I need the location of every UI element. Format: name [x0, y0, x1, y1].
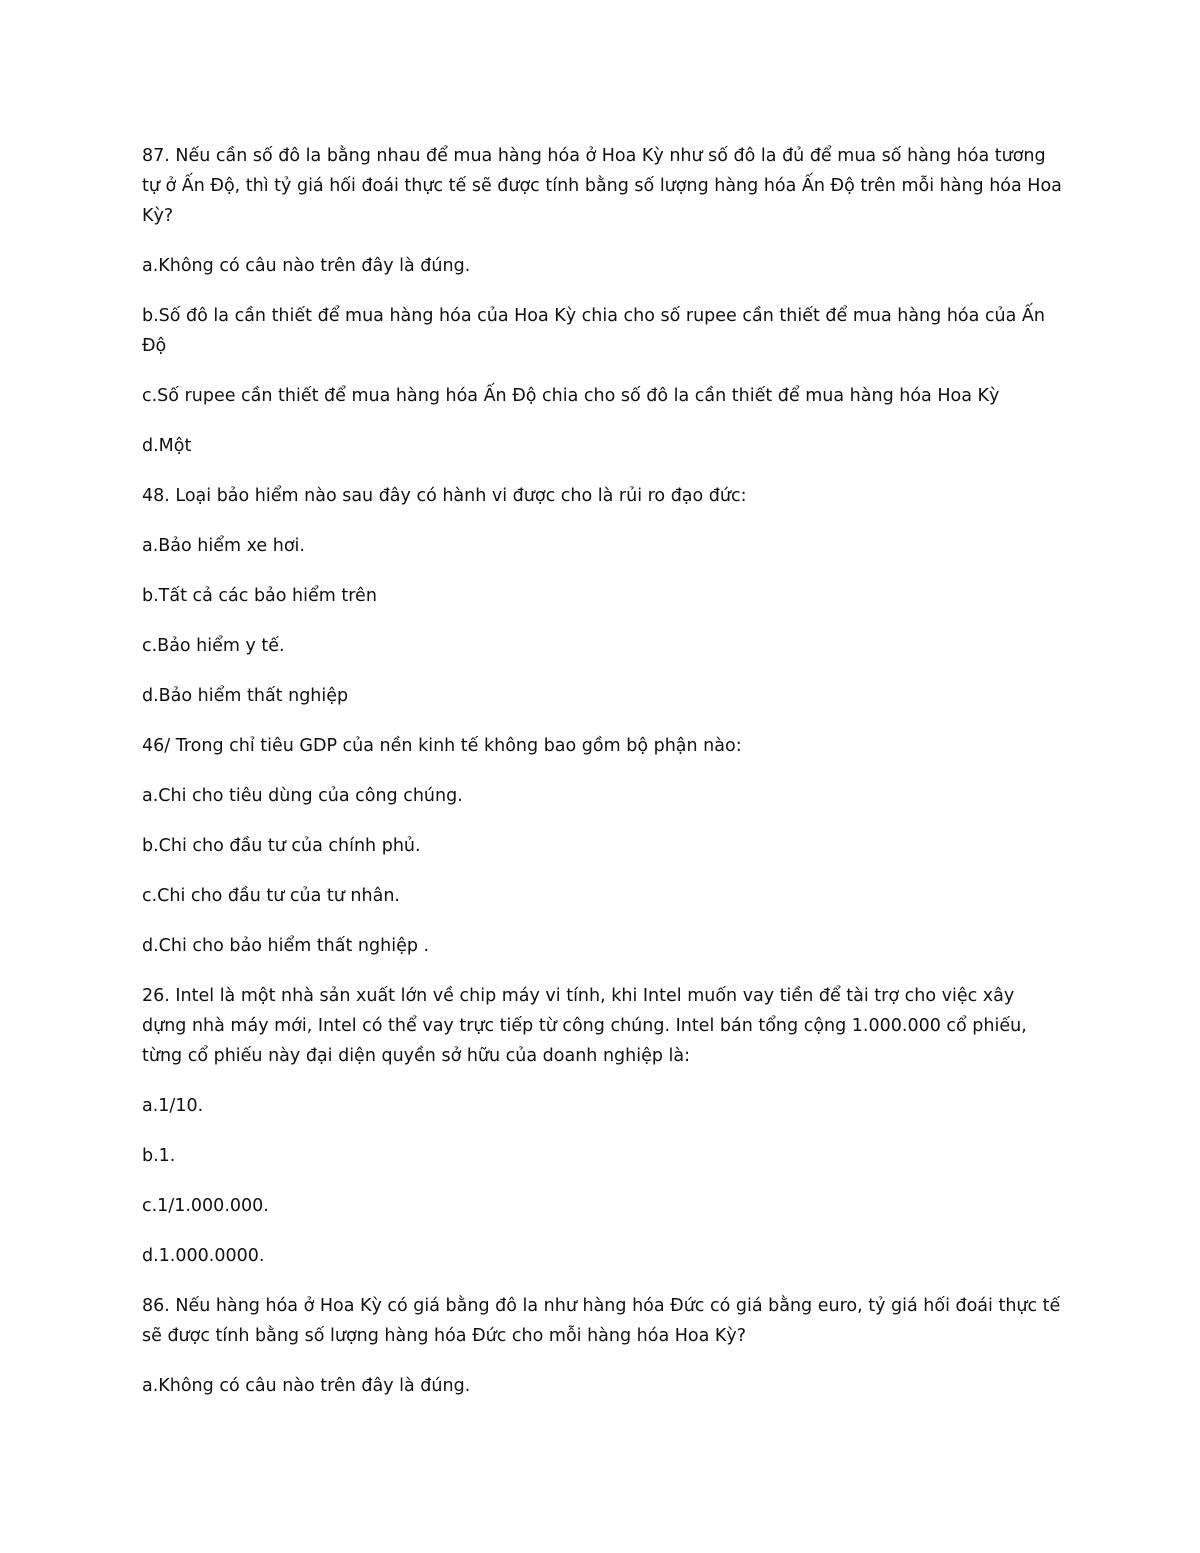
question-48-option-d: d.Bảo hiểm thất nghiệp — [142, 686, 349, 706]
question-48-option-a: a.Bảo hiểm xe hơi. — [142, 536, 305, 556]
question-86-option-a: a.Không có câu nào trên đây là đúng. — [142, 1376, 471, 1396]
question-48-option-b: b.Tất cả các bảo hiểm trên — [142, 586, 377, 606]
question-86: 86. Nếu hàng hóa ở Hoa Kỳ có giá bằng đô la như hàng hóa Đức có giá bằng euro, tỷ giá hối đoái thực tế sẽ được tính bằng số lượng hàng hóa Đức cho mỗi hàng hóa Hoa Kỳ? — [142, 1296, 1061, 1346]
question-48-option-c: c.Bảo hiểm y tế. — [142, 636, 285, 656]
question-48: 48. Loại bảo hiểm nào sau đây có hành vi được cho là rủi ro đạo đức: — [142, 486, 747, 506]
question-46-option-d: d.Chi cho bảo hiểm thất nghiệp . — [142, 936, 430, 956]
document-body — [142, 141, 1062, 1421]
question-87-option-d: d.Một — [142, 436, 192, 456]
question-87-option-b: b.Số đô la cần thiết để mua hàng hóa của Hoa Kỳ chia cho số rupee cần thiết để mua hàng hóa của Ấn Độ — [142, 306, 1045, 356]
question-87-option-a: a.Không có câu nào trên đây là đúng. — [142, 256, 471, 276]
question-26-option-d: d.1.000.0000. — [142, 1246, 265, 1266]
question-46-option-c: c.Chi cho đầu tư của tư nhân. — [142, 886, 400, 906]
question-46-option-b: b.Chi cho đầu tư của chính phủ. — [142, 836, 421, 856]
question-26: 26. Intel là một nhà sản xuất lớn về chip máy vi tính, khi Intel muốn vay tiền để tài trợ cho việc xây dựng nhà máy mới, Intel có thể vay trực tiếp từ công chúng. Intel bán tổng cộng 1.000.000 cổ phiếu, từng cổ phiếu này đại diện quyền sở hữu của doanh nghiệp là: — [142, 986, 1027, 1066]
question-87-option-c: c.Số rupee cần thiết để mua hàng hóa Ấn Độ chia cho số đô la cần thiết để mua hàng hóa Hoa Kỳ — [142, 386, 1000, 406]
question-87: 87. Nếu cần số đô la bằng nhau để mua hàng hóa ở Hoa Kỳ như số đô la đủ để mua số hàng hóa tương tự ở Ấn Độ, thì tỷ giá hối đoái thực tế sẽ được tính bằng số lượng hàng hóa Ấn Độ trên mỗi hàng hóa Hoa Kỳ? — [142, 146, 1062, 226]
question-26-option-a: a.1/10. — [142, 1096, 204, 1116]
question-26-option-b: b.1. — [142, 1146, 176, 1166]
question-46: 46/ Trong chỉ tiêu GDP của nền kinh tế không bao gồm bộ phận nào: — [142, 736, 742, 756]
question-26-option-c: c.1/1.000.000. — [142, 1196, 269, 1216]
question-46-option-a: a.Chi cho tiêu dùng của công chúng. — [142, 786, 463, 806]
